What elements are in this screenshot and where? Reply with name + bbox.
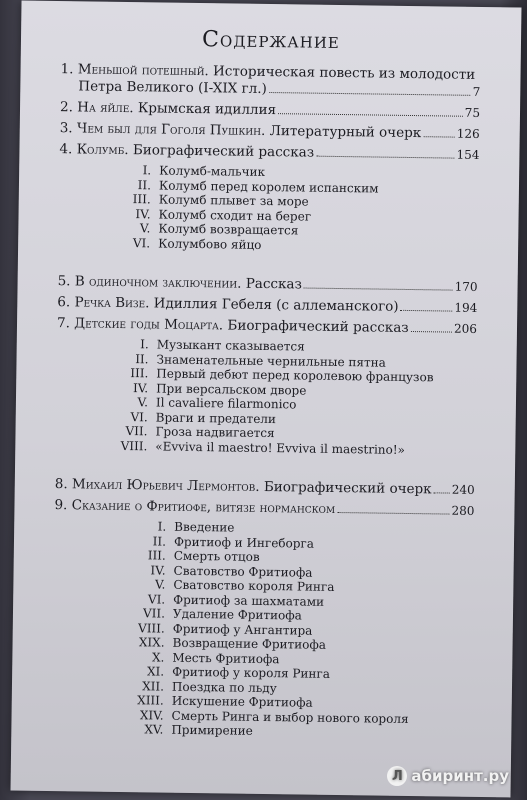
subsection-item: IV. При версальском дворе — [132, 380, 307, 398]
subsection-item: I. Колумб-мальчик — [142, 163, 266, 179]
subsection-item: V. Сватовство короля Ринга — [154, 577, 335, 594]
entry-number: 5. — [57, 273, 71, 290]
watermark-text: абиринт.ру — [411, 767, 509, 785]
entry-number: 7. — [56, 315, 71, 332]
leader-dots — [278, 113, 463, 117]
subsection-item: II. Колумб перед королем испанским — [137, 177, 379, 196]
entry-page: 280 — [451, 503, 475, 518]
entry-subtitle: Литературный очерк — [265, 122, 422, 142]
leader-dots — [423, 136, 455, 137]
entry-page: 75 — [464, 105, 481, 120]
toc-entry-1 — [60, 61, 480, 101]
subsection-item: XIX. Возвращение Фритиофа — [138, 635, 327, 652]
subsection-list — [51, 518, 474, 741]
subsection-item: VII. Гроза надвигается — [125, 424, 275, 441]
leader-dots — [316, 156, 454, 159]
entry-page: 194 — [454, 300, 478, 315]
subsection-item: IV. Колумб сходит на берег — [135, 206, 312, 224]
leader-dots — [304, 288, 453, 291]
entry-number: 6. — [57, 294, 71, 311]
subsection-item: III. Первый дебют перед королевою французов — [130, 366, 434, 385]
entry-title: Чем был для Гоголя Пушкин. — [76, 120, 266, 139]
entry-title: Меньшой потешный. — [77, 61, 209, 80]
entry-number: 8. — [54, 476, 68, 493]
book-page — [11, 1, 522, 798]
subsection-list — [55, 336, 477, 458]
subsection-item: XIV. Смерть Ринга и выбор нового короля — [139, 707, 409, 726]
entry-title: Сказание о Фритиофе, витязе норманском — [71, 497, 336, 517]
subsection-item: I. Музыкант сказывается — [140, 337, 305, 354]
subsection-item: III. Смерть отцов — [147, 548, 260, 564]
subsection-item: XIII. Искушение Фритиофа — [137, 693, 313, 710]
leader-dots — [337, 512, 449, 515]
toc-entry-4 — [59, 141, 479, 164]
leader-dots — [269, 92, 471, 96]
labirint-logo-icon: Л — [387, 766, 407, 786]
subsection-item: VIII. Фритиоф у Ангантира — [137, 620, 313, 638]
subsection-item: II. Фритиоф и Ингеборга — [152, 533, 315, 551]
entry-subtitle: Биографический рассказ — [223, 317, 409, 336]
entry-page: 206 — [453, 321, 478, 336]
toc-entry-2 — [60, 99, 480, 122]
entry-page: 126 — [456, 126, 480, 141]
toc-entry-9 — [54, 497, 474, 520]
subsection-item: III. Колумб плывет за море — [132, 192, 309, 209]
entry-title: В одиночном заключении. — [74, 273, 242, 292]
subsection-item: VIII. «Evviva il maestro! Evviva il maestrino!» — [120, 438, 406, 457]
entry-subtitle: Идиллия Гебеля (с аллеманского) — [149, 295, 399, 315]
entry-subtitle: Историческая повесть из молодости — [208, 63, 476, 83]
leader-dots — [434, 492, 450, 493]
entry-page: 170 — [454, 279, 478, 294]
entry-title: Детские годы Моцарта. — [74, 315, 224, 334]
subsection-item: VI. Колумбово яйцо — [132, 235, 262, 252]
leader-dots — [411, 331, 452, 333]
subsection-item: IV. Сватовство Фритиофа — [150, 562, 313, 580]
subsection-item: VI. Враги и предатели — [130, 409, 277, 426]
entry-subtitle: Крымская идиллия — [133, 100, 277, 119]
subsection-list — [58, 162, 479, 255]
entry-page: 7 — [472, 84, 481, 99]
entry-title: На яйле. — [77, 99, 134, 117]
toc-entry-6 — [57, 294, 477, 317]
entry-subtitle-cont: Петра Великого (I-XIX гл.) — [78, 78, 267, 97]
entry-number: 2. — [59, 99, 74, 116]
subsection-item: XII. Поездка по льду — [142, 678, 277, 695]
entry-title: Колумб. — [76, 141, 129, 159]
subsection-item: XV. Примирение — [144, 722, 253, 738]
subsection-item: XI. Фритиоф у короля Ринга — [146, 664, 330, 681]
entry-number: 1. — [60, 61, 74, 78]
toc-entry-3 — [60, 120, 480, 143]
entry-title: Михаил Юрьевич Лермонтов. — [71, 476, 260, 495]
subsection-item: X. Месть Фритиофа — [151, 649, 280, 666]
toc-entry-7 — [57, 315, 477, 338]
subsection-item: V. Колумб возвращается — [139, 221, 299, 238]
entry-page: 154 — [456, 147, 480, 162]
entry-subtitle: Биографический очерк — [259, 478, 432, 498]
page-title: Содержание — [201, 27, 341, 54]
leader-dots — [401, 310, 453, 312]
entry-subtitle: Биографический рассказ — [128, 142, 315, 161]
subsection-item: VII. Удаление Фритиофа — [142, 606, 302, 623]
subsection-item: V. Il cavaliere filarmonico — [137, 395, 297, 412]
entry-page: 240 — [451, 482, 475, 497]
entry-number: 3. — [59, 120, 73, 137]
watermark — [387, 766, 509, 786]
table-of-contents — [51, 61, 481, 751]
subsection-item: VI. Фритиоф за шахматами — [147, 591, 325, 609]
entry-title: Речка Визе. — [74, 294, 150, 312]
entry-number: 9. — [54, 497, 68, 514]
entry-subtitle: Рассказ — [241, 275, 302, 293]
subsection-item: I. Введение — [157, 519, 235, 535]
subsection-item: II. Знаменательные чернильные пятна — [135, 351, 386, 370]
entry-number: 4. — [59, 141, 73, 158]
